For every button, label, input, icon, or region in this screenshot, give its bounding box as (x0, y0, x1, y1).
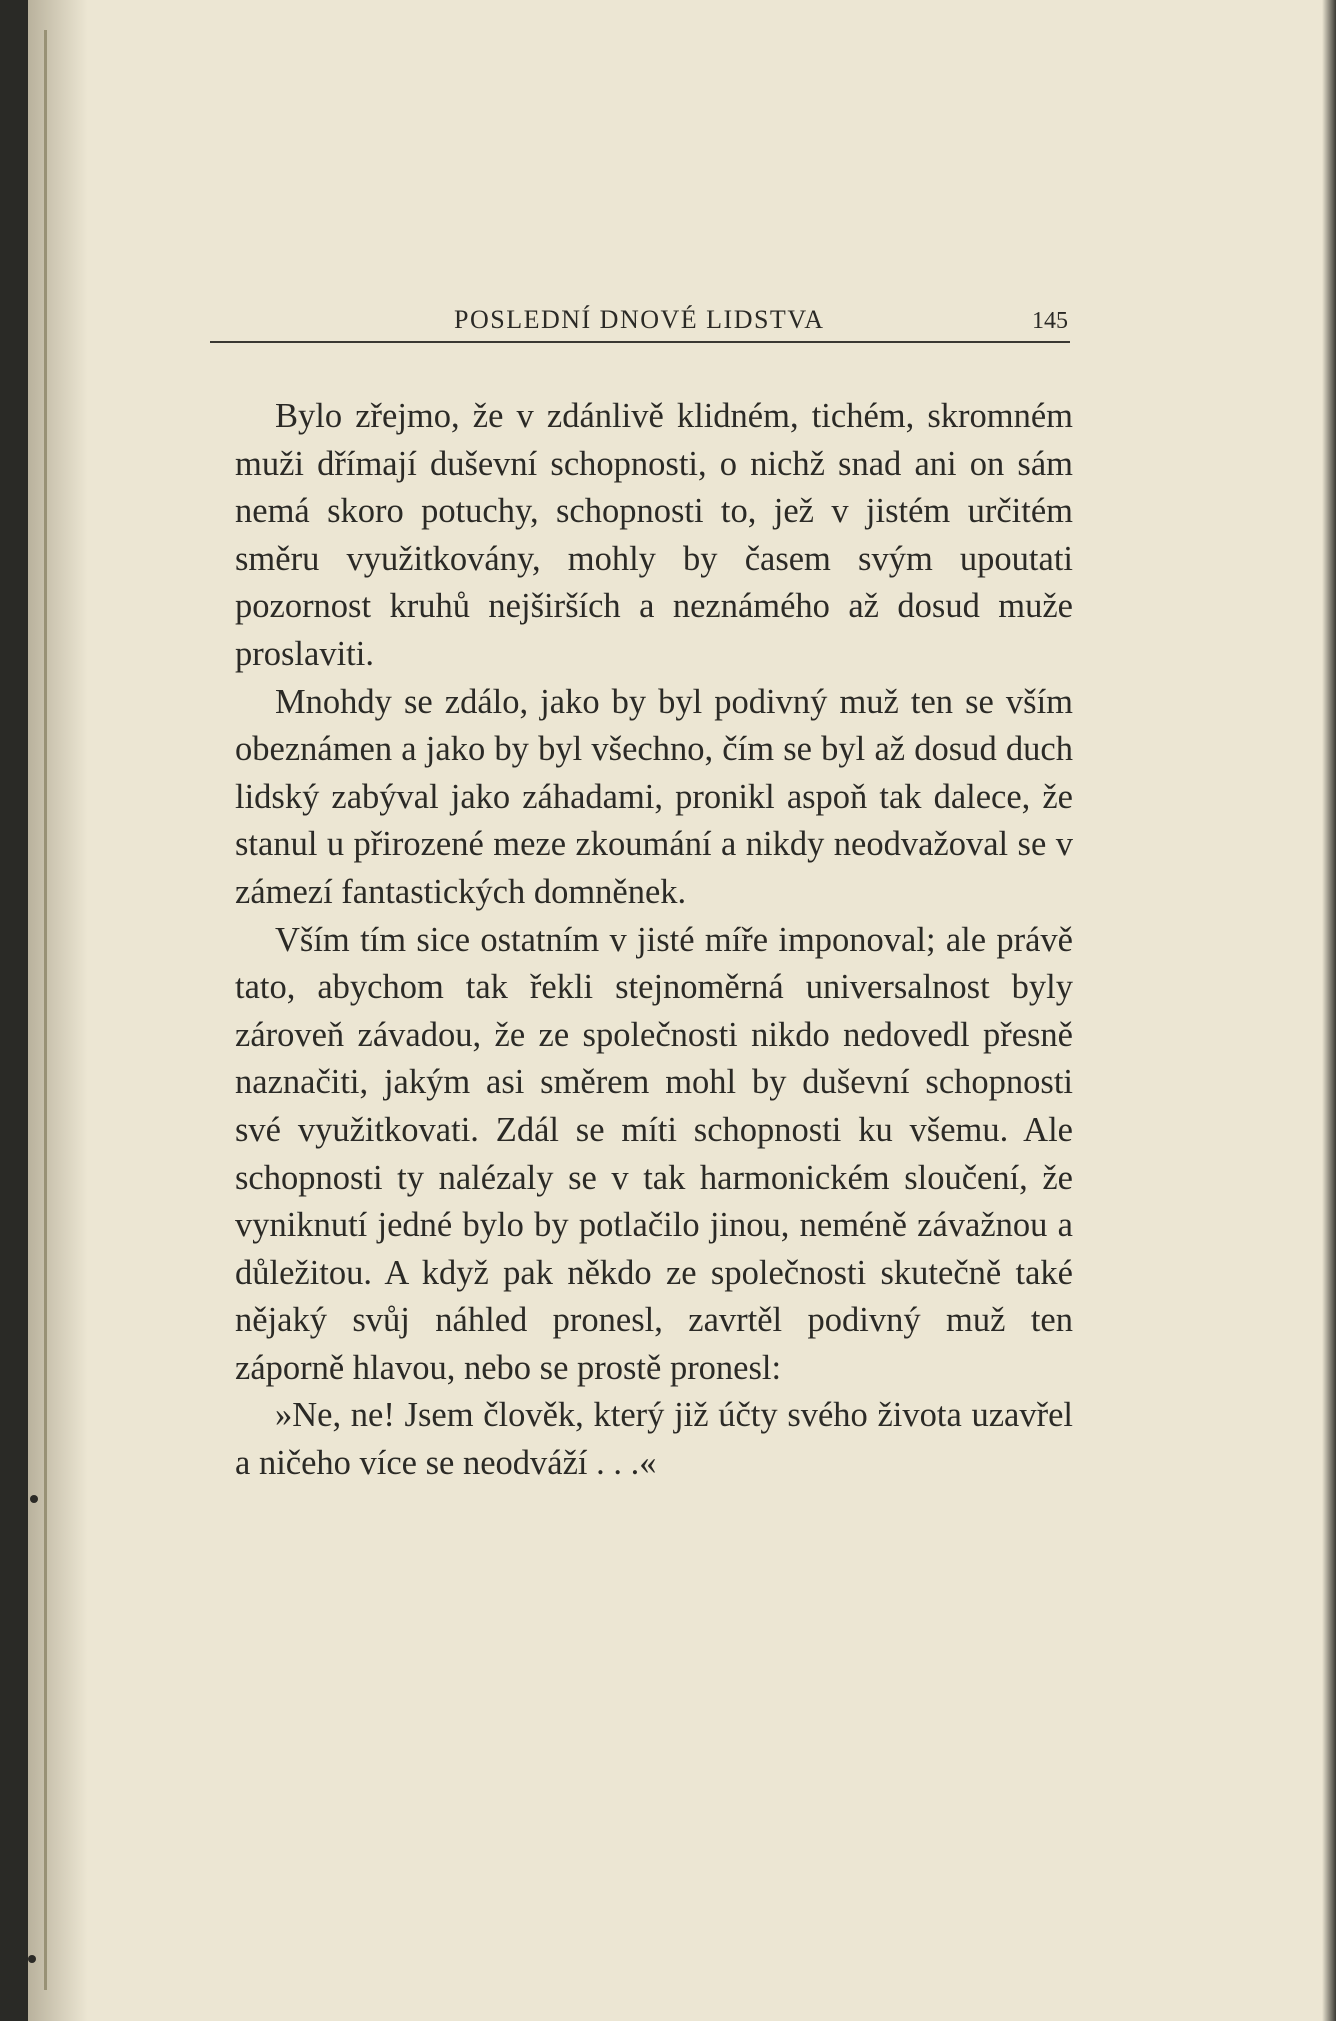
paragraph: Vším tím sice ostatním v jisté míře imponoval; ale právě tato, abychom tak řekli stejnoměrná universalnost byly zároveň závadou, že ze společnosti nikdo nedovedl přesně naznačiti, jakým asi směrem mohl by duševní schopnosti své využitkovati. Zdál se míti schopnosti ku všemu. Ale schopnosti ty nalézaly se v tak harmonickém sloučení, že vyniknutí jedné bylo by potlačilo jinou, neméně závažnou a důležitou. A když pak někdo ze společnosti skutečně také nějaký svůj náhled pronesl, zavrtěl podivný muž ten záporně hlavou, nebo se prostě pronesl: (235, 920, 1073, 1387)
body-text (235, 393, 1073, 1488)
book-page (28, 0, 1336, 2021)
binding-edge (44, 30, 47, 1990)
running-head (210, 300, 1080, 340)
paragraph: »Ne, ne! Jsem člověk, který již účty svého života uzavřel a ničeho více se neodváží . . .« (235, 1396, 1073, 1483)
paragraph: Bylo zřejmo, že v zdánlivě klidném, tichém, skromném muži dřímají duševní schopnosti, o nichž snad ani on sám nemá skoro potuchy, schopnosti to, jež v jistém určitém směru využitkovány, mohly by časem svým upoutati pozornost kruhů nejširších a neznámého až dosud muže proslaviti. (235, 397, 1073, 673)
page-number: 145 (1032, 308, 1068, 334)
running-title: POSLEDNÍ DNOVÉ LIDSTVA (454, 305, 825, 334)
header-rule (210, 341, 1070, 343)
margin-mark (28, 1955, 36, 1963)
paragraph: Mnohdy se zdálo, jako by byl podivný muž ten se vším obeznámen a jako by byl všechno, čím se byl až dosud duch lidský zabýval jako záhadami, pronikl aspoň tak dalece, že stanul u přirozené meze zkoumání a nikdy neodvažoval se v zámezí fantastických domněnek. (235, 682, 1073, 911)
margin-mark (30, 1495, 38, 1503)
